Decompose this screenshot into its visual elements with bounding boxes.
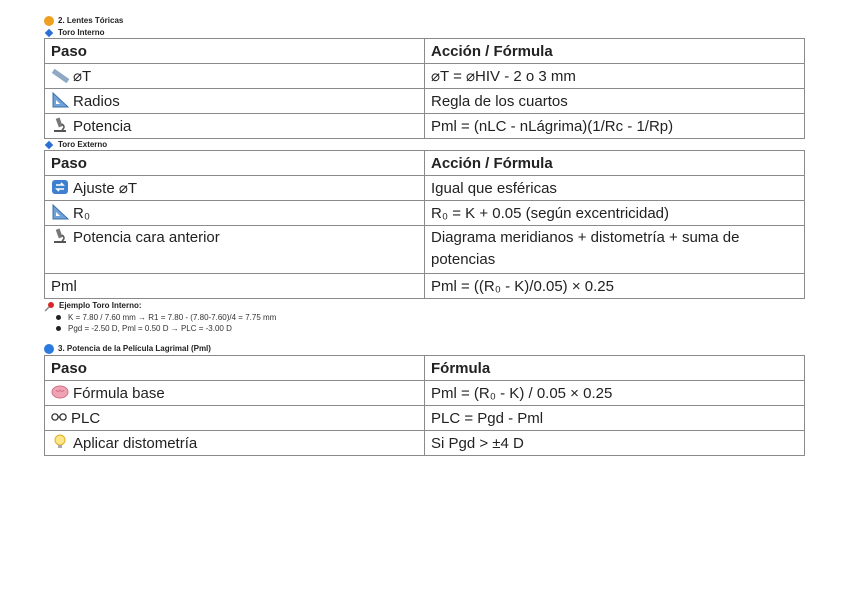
lightbulb-icon [51, 434, 69, 450]
triangle-ruler-icon [51, 92, 69, 108]
microscope-icon [51, 228, 69, 244]
pushpin-icon [44, 301, 55, 312]
ruler-icon [51, 67, 69, 83]
action-cell: Pml = ((R₀ - K)/0.05) × 0.25 [425, 274, 805, 299]
table-row [45, 201, 805, 226]
table-header-row [45, 151, 805, 176]
example-heading [44, 300, 804, 312]
repeat-icon [51, 179, 69, 195]
step-label: Aplicar distometría [73, 435, 198, 452]
action-cell: Igual que esféricas [425, 176, 805, 201]
step-label: PLC [71, 410, 101, 427]
action-cell: Si Pgd > ±4 D [425, 431, 805, 456]
table-row [45, 226, 805, 274]
header-paso: Paso [45, 356, 425, 381]
step-cell [45, 89, 425, 114]
brain-icon [51, 384, 69, 400]
action-cell: ⌀T = ⌀HIV - 2 o 3 mm [425, 64, 805, 89]
table-row [45, 89, 805, 114]
section-title: 3. Potencia de la Película Lagrimal (Pml) [58, 344, 211, 353]
table-row [45, 381, 805, 406]
action-cell: PLC = Pgd - Pml [425, 406, 805, 431]
step-cell [45, 176, 425, 201]
action-cell: Pml = (nLC - nLágrima)(1/Rc - 1/Rp) [425, 114, 805, 139]
table-toro-interno [44, 38, 805, 139]
table-header-row [45, 356, 805, 381]
orange-circle-icon [44, 16, 54, 26]
step-cell [45, 64, 425, 89]
header-accion: Acción / Fórmula [425, 151, 805, 176]
step-label: Radios [73, 93, 120, 110]
step-cell [45, 431, 425, 456]
step-cell [45, 201, 425, 226]
example-list [44, 312, 804, 334]
blue-circle-icon [44, 344, 54, 354]
section-heading-tear [44, 343, 804, 355]
example-title: Ejemplo Toro Interno: [59, 301, 142, 310]
action-cell: Pml = (R₀ - K) / 0.05 × 0.25 [425, 381, 805, 406]
section-heading-toric [44, 15, 804, 27]
step-cell [45, 226, 425, 274]
step-label: Potencia [73, 118, 132, 135]
step-label: R₀ [73, 205, 91, 222]
step-label: Potencia cara anterior [73, 229, 220, 246]
glasses-icon [51, 409, 67, 425]
table-row [45, 114, 805, 139]
subheading-label: Toro Externo [58, 140, 108, 149]
step-label: Ajuste ⌀T [73, 180, 138, 197]
step-cell [45, 406, 425, 431]
table-row [45, 431, 805, 456]
action-cell: Diagrama meridianos + distometría + suma de potencias [425, 226, 805, 274]
subheading-toro-externo [44, 139, 804, 150]
step-cell [45, 381, 425, 406]
subheading-label: Toro Interno [58, 28, 105, 37]
table-row [45, 64, 805, 89]
action-cell: R₀ = K + 0.05 (según excentricidad) [425, 201, 805, 226]
step-label: ⌀T [73, 68, 92, 85]
triangle-ruler-icon [51, 204, 69, 220]
table-toro-externo [44, 150, 805, 299]
step-cell [45, 114, 425, 139]
table-header-row [45, 39, 805, 64]
microscope-icon [51, 117, 69, 133]
header-accion: Acción / Fórmula [425, 39, 805, 64]
header-formula: Fórmula [425, 356, 805, 381]
subheading-toro-interno [44, 27, 804, 38]
table-pelicula-lagrimal [44, 355, 805, 456]
step-cell: Pml [45, 274, 425, 299]
table-row [45, 406, 805, 431]
action-cell: Regla de los cuartos [425, 89, 805, 114]
section-title: 2. Lentes Tóricas [58, 16, 124, 25]
list-item: Pgd = -2.50 D, Pml = 0.50 D → PLC = -3.00 D [56, 323, 804, 334]
header-paso: Paso [45, 39, 425, 64]
blue-diamond-icon [45, 140, 53, 148]
table-row [45, 176, 805, 201]
list-item: K = 7.80 / 7.60 mm → R1 = 7.80 - (7.80-7.60)/4 = 7.75 mm [56, 312, 804, 323]
header-paso: Paso [45, 151, 425, 176]
step-label: Fórmula base [73, 385, 165, 402]
document-page [44, 15, 804, 456]
blue-diamond-icon [45, 28, 53, 36]
table-row [45, 274, 805, 299]
